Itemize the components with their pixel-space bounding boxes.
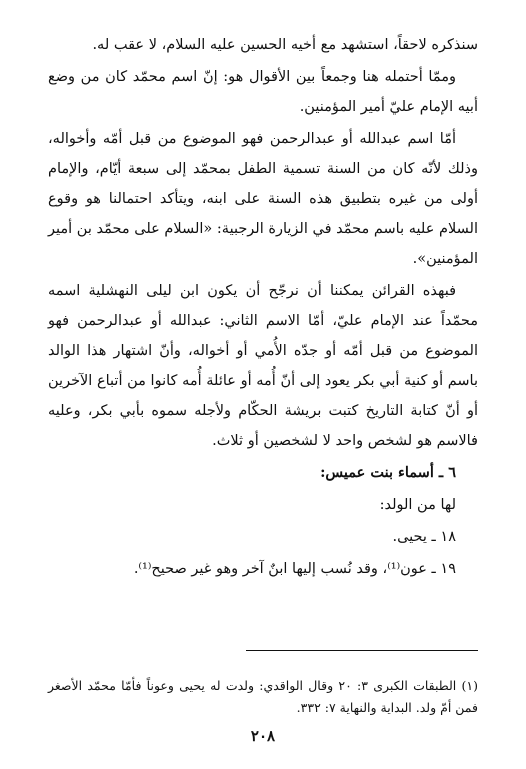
page-number: ٢٠٨ xyxy=(250,727,276,745)
section-heading: ٦ ـ أسماء بنت عميس: xyxy=(320,464,456,481)
page xyxy=(48,30,478,769)
child-item-yahya: ١٨ ـ يحيى. xyxy=(392,529,456,545)
footnote: (١) الطبقات الكبرى ٣: ٢٠ وقال الواقدي: ولدت له يحيى وعوناً فأمّا محمّد الأصغر فمن أمّ ولد. البداية والنهاية ٧: ٣٣٢. xyxy=(48,677,478,715)
children-intro: لها من الولد: xyxy=(379,497,456,513)
paragraph-3: أمّا اسم عبدالله أو عبدالرحمن فهو الموضوع من قبل أمّه وأخواله، وذلك لأنّه كان من السنة تسمية الطفل بمحمّد إلى سبعة أيّام، والإمام أولى من غيره بتطبيق هذه السنة على ابنه، ويتأكد احتمالنا هو وقوع السلام عليه باسم محمّد في الزيارة الرجبية: «السلام على محمّد بن أمير المؤمنين». xyxy=(48,131,478,267)
paragraph-1: سنذكره لاحقاً، استشهد مع أخيه الحسين عليه السلام، لا عقب له. xyxy=(92,37,478,53)
footnote-divider xyxy=(246,650,478,651)
child-item-awn: ١٩ ـ عون⁽¹⁾، وقد نُسب إليها ابنٌ آخر وهو غير صحيح⁽¹⁾. xyxy=(133,561,456,577)
paragraph-4: فبهذه القرائن يمكننا أن نرجّح أن يكون ابن ليلى النهشلية اسمه محمّداً عند الإمام عليّ، أمّا الاسم الثاني: عبدالله أو عبدالرحمن فهو الموضوع من قبل أمّه أو جدّه الأُمي أو أخواله، وأنّ اشتهار هذا الوالد باسم أو كنية أبي بكر يعود إلى أنّ أُمه أو عائلة أُمه كانوا من أتباع الآخرين أو أنّ كتابة التاريخ كتبت بريشة الحكّام ولأجله سموه بأبي بكر، وعليه فالاسم هو لشخص واحد لا لشخصين أو ثلاث. xyxy=(48,283,478,449)
paragraph-2: وممّا أحتمله هنا وجمعاً بين الأقوال هو: إنّ اسم محمّد كان من وضع أبيه الإمام عليّ أمير المؤمنين. xyxy=(48,69,478,115)
